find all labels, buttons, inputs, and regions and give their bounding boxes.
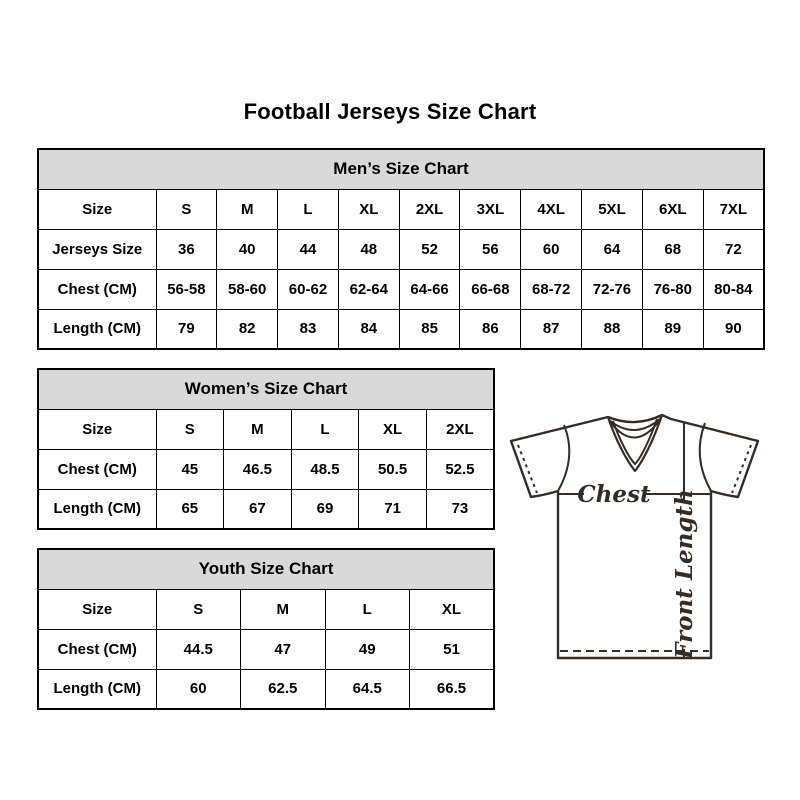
size-cell: 73 bbox=[426, 489, 494, 529]
table-row bbox=[38, 189, 764, 229]
size-cell: 68-72 bbox=[521, 269, 582, 309]
size-cell: M bbox=[217, 189, 278, 229]
row-label: Size bbox=[38, 409, 156, 449]
mens-size-table bbox=[37, 148, 765, 350]
table-row bbox=[38, 229, 764, 269]
size-cell: 80-84 bbox=[703, 269, 764, 309]
size-cell: 51 bbox=[410, 629, 495, 669]
size-cell: M bbox=[224, 409, 292, 449]
size-cell: 56 bbox=[460, 229, 521, 269]
size-cell: 65 bbox=[156, 489, 224, 529]
size-cell: L bbox=[291, 409, 359, 449]
size-cell: 83 bbox=[278, 309, 339, 349]
size-cell: 72-76 bbox=[582, 269, 643, 309]
front-length-measure-label: Front Length bbox=[671, 489, 698, 659]
size-cell: 90 bbox=[703, 309, 764, 349]
size-cell: 52 bbox=[399, 229, 460, 269]
chest-measure-label: Chest bbox=[577, 481, 651, 508]
size-cell: 85 bbox=[399, 309, 460, 349]
size-cell: 49 bbox=[325, 629, 410, 669]
size-cell: L bbox=[325, 589, 410, 629]
size-cell: 48 bbox=[338, 229, 399, 269]
size-cell: 5XL bbox=[582, 189, 643, 229]
size-cell: 64 bbox=[582, 229, 643, 269]
womens-size-table bbox=[37, 368, 495, 530]
table-row bbox=[38, 409, 494, 449]
size-cell: 60 bbox=[156, 669, 241, 709]
table-row bbox=[38, 629, 494, 669]
row-label: Length (CM) bbox=[38, 669, 156, 709]
size-cell: 4XL bbox=[521, 189, 582, 229]
table-title: Men’s Size Chart bbox=[38, 149, 764, 189]
size-cell: L bbox=[278, 189, 339, 229]
size-cell: 86 bbox=[460, 309, 521, 349]
size-cell: XL bbox=[338, 189, 399, 229]
table-row bbox=[38, 489, 494, 529]
jersey-measurement-diagram bbox=[506, 411, 764, 663]
size-cell: 36 bbox=[156, 229, 217, 269]
size-cell: 46.5 bbox=[224, 449, 292, 489]
size-cell: 44 bbox=[278, 229, 339, 269]
size-cell: 64-66 bbox=[399, 269, 460, 309]
table-row bbox=[38, 589, 494, 629]
table-row bbox=[38, 309, 764, 349]
size-cell: 40 bbox=[217, 229, 278, 269]
size-cell: 68 bbox=[642, 229, 703, 269]
table-title: Youth Size Chart bbox=[38, 549, 494, 589]
size-cell: 52.5 bbox=[426, 449, 494, 489]
row-label: Length (CM) bbox=[38, 489, 156, 529]
row-label: Chest (CM) bbox=[38, 269, 156, 309]
size-cell: 58-60 bbox=[217, 269, 278, 309]
table-row bbox=[38, 269, 764, 309]
size-cell: 89 bbox=[642, 309, 703, 349]
size-cell: 47 bbox=[241, 629, 326, 669]
table-title: Women’s Size Chart bbox=[38, 369, 494, 409]
size-cell: 62.5 bbox=[241, 669, 326, 709]
size-cell: 66.5 bbox=[410, 669, 495, 709]
size-cell: 64.5 bbox=[325, 669, 410, 709]
size-cell: 50.5 bbox=[359, 449, 427, 489]
size-cell: 6XL bbox=[642, 189, 703, 229]
size-cell: 69 bbox=[291, 489, 359, 529]
size-cell: 88 bbox=[582, 309, 643, 349]
size-cell: 72 bbox=[703, 229, 764, 269]
size-cell: XL bbox=[359, 409, 427, 449]
row-label: Jerseys Size bbox=[38, 229, 156, 269]
row-label: Chest (CM) bbox=[38, 449, 156, 489]
size-cell: M bbox=[241, 589, 326, 629]
size-cell: 67 bbox=[224, 489, 292, 529]
size-cell: 2XL bbox=[399, 189, 460, 229]
size-cell: 66-68 bbox=[460, 269, 521, 309]
size-cell: 87 bbox=[521, 309, 582, 349]
left-armhole-seam-icon bbox=[558, 425, 569, 491]
size-cell: 82 bbox=[217, 309, 278, 349]
size-cell: XL bbox=[410, 589, 495, 629]
row-label: Length (CM) bbox=[38, 309, 156, 349]
right-armhole-seam-icon bbox=[700, 423, 711, 491]
size-cell: 45 bbox=[156, 449, 224, 489]
size-cell: 3XL bbox=[460, 189, 521, 229]
size-cell: 56-58 bbox=[156, 269, 217, 309]
page-title: Football Jerseys Size Chart bbox=[243, 99, 537, 124]
table-row bbox=[38, 449, 494, 489]
size-cell: 7XL bbox=[703, 189, 764, 229]
size-cell: 79 bbox=[156, 309, 217, 349]
size-cell: S bbox=[156, 589, 241, 629]
youth-size-table bbox=[37, 548, 495, 710]
size-cell: 84 bbox=[338, 309, 399, 349]
row-label: Size bbox=[38, 589, 156, 629]
size-cell: 60-62 bbox=[278, 269, 339, 309]
size-cell: 48.5 bbox=[291, 449, 359, 489]
size-cell: 76-80 bbox=[642, 269, 703, 309]
table-row bbox=[38, 669, 494, 709]
size-cell: 71 bbox=[359, 489, 427, 529]
size-cell: 2XL bbox=[426, 409, 494, 449]
size-cell: 62-64 bbox=[338, 269, 399, 309]
row-label: Chest (CM) bbox=[38, 629, 156, 669]
row-label: Size bbox=[38, 189, 156, 229]
size-cell: S bbox=[156, 189, 217, 229]
size-cell: S bbox=[156, 409, 224, 449]
jersey-outline-icon bbox=[511, 415, 758, 658]
size-cell: 44.5 bbox=[156, 629, 241, 669]
size-cell: 60 bbox=[521, 229, 582, 269]
